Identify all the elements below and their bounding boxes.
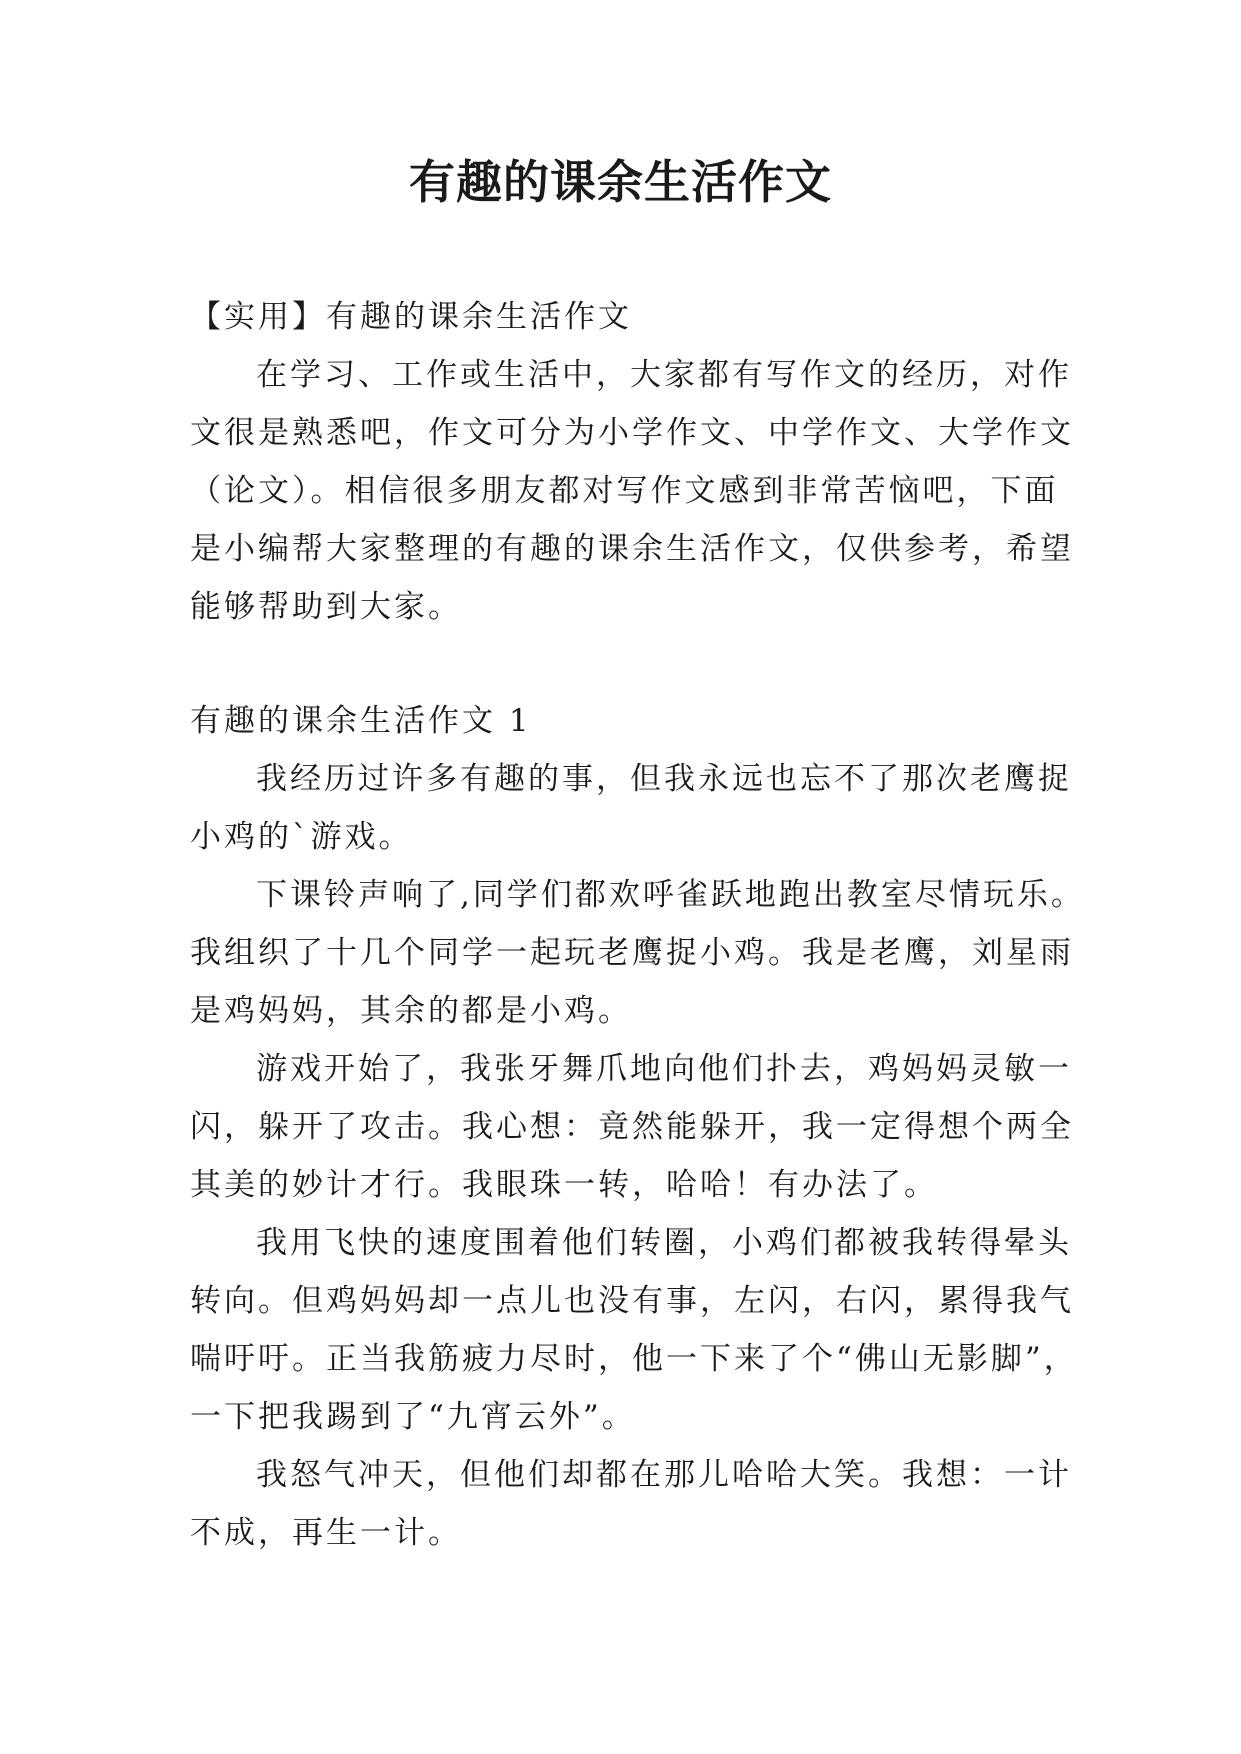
paragraph-line: 我经历过许多有趣的事，但我永远也忘不了那次老鹰捉 [256, 761, 1072, 797]
paragraph-line: 不成，再生一计。 [190, 1515, 462, 1551]
section-heading: 有趣的课余生活作文 1 [190, 703, 532, 739]
paragraph-line: 是鸡妈妈，其余的都是小鸡。 [190, 993, 632, 1029]
paragraph-line: 闪，躲开了攻击。我心想：竟然能躲开，我一定得想个两全 [190, 1109, 1074, 1145]
paragraph-line: 喘吁吁。正当我筋疲力尽时，他一下来了个“佛山无影脚”， [190, 1341, 1078, 1377]
paragraph-line: 是小编帮大家整理的有趣的课余生活作文，仅供参考，希望 [190, 531, 1074, 567]
paragraph-line: 我怒气冲天，但他们却都在那儿哈哈大笑。我想：一计 [256, 1457, 1072, 1493]
paragraph-line: 下课铃声响了,同学们都欢呼雀跃地跑出教室尽情玩乐。 [256, 877, 1085, 913]
paragraph-line: 我用飞快的速度围着他们转圈，小鸡们都被我转得晕头 [256, 1225, 1072, 1261]
paragraph-line: （论文）。相信很多朋友都对写作文感到非常苦恼吧，下面 [190, 473, 1059, 509]
paragraph-line: 游戏开始了，我张牙舞爪地向他们扑去，鸡妈妈灵敏一 [256, 1051, 1072, 1087]
paragraph-line: 其美的妙计才行。我眼珠一转，哈哈！有办法了。 [190, 1167, 938, 1203]
paragraph-line: 在学习、工作或生活中，大家都有写作文的经历，对作 [256, 357, 1072, 393]
paragraph-line: 转向。但鸡妈妈却一点儿也没有事，左闪，右闪，累得我气 [190, 1283, 1074, 1319]
paragraph-line: 一下把我踢到了“九宵云外”。 [190, 1399, 636, 1435]
paragraph-line: 文很是熟悉吧，作文可分为小学作文、中学作文、大学作文 [190, 415, 1074, 451]
intro-heading: 【实用】有趣的课余生活作文 [190, 299, 632, 335]
paragraph-line: 能够帮助到大家。 [190, 589, 462, 625]
document-title: 有趣的课余生活作文 [409, 155, 832, 209]
paragraph-line: 小鸡的`游戏。 [190, 819, 413, 855]
document-body [190, 288, 1085, 1562]
paragraph-line: 我组织了十几个同学一起玩老鹰捉小鸡。我是老鹰，刘星雨 [190, 935, 1074, 971]
